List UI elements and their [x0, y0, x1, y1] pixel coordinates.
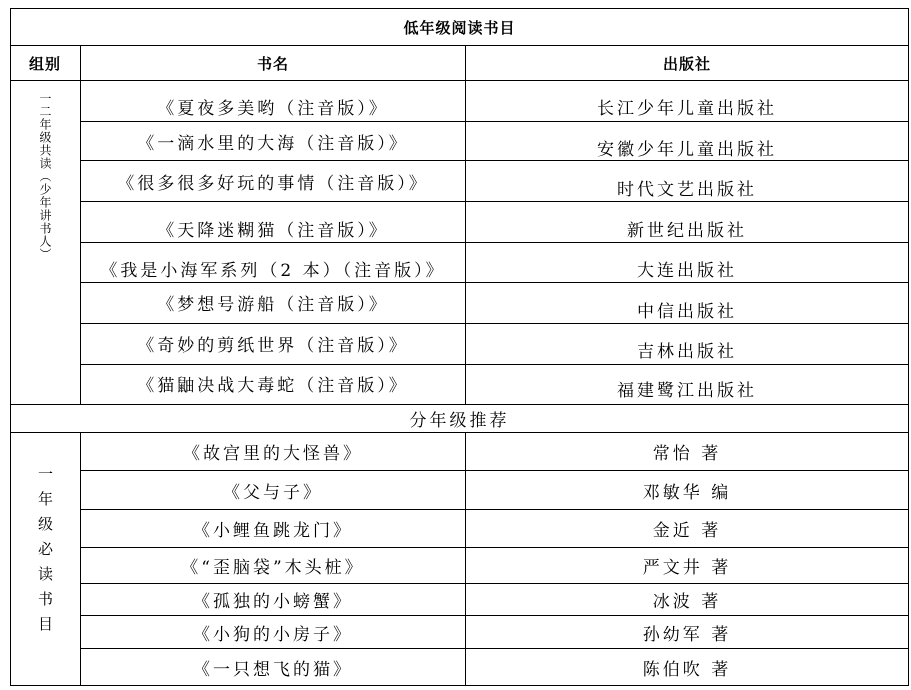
header-publisher: 出版社 [662, 54, 711, 73]
section-title: 分年级推荐 [409, 411, 510, 431]
header-book: 书名 [256, 54, 289, 73]
book-title: 《梦想号游船（注音版）》 [157, 294, 389, 315]
book-title: 《夏夜多美哟（注音版）》 [157, 98, 389, 119]
book-title: 《“歪脑袋”木头桩》 [181, 558, 365, 578]
author: 邓敏华 编 [642, 482, 732, 503]
book-title: 《小鲤鱼跳龙门》 [193, 521, 353, 541]
book-title: 《我是小海军系列（2 本）（注音版）》 [100, 260, 446, 281]
publisher: 福建鹭江出版社 [617, 380, 757, 401]
author: 严文井 著 [642, 558, 732, 578]
author: 常怡 著 [652, 444, 722, 464]
book-title: 《孤独的小螃蟹》 [193, 592, 353, 612]
group-label-grade-1-2: 一二年级共读（少年讲书人） [38, 92, 52, 261]
publisher: 吉林出版社 [637, 341, 737, 362]
table-border-right [908, 8, 909, 686]
header-divider [10, 80, 909, 81]
author: 陈伯吹 著 [642, 659, 732, 680]
publisher: 中信出版社 [637, 301, 737, 322]
author: 孙幼军 著 [642, 624, 732, 645]
table-title: 低年级阅读书目 [403, 18, 516, 37]
book-title: 《小狗的小房子》 [193, 624, 353, 645]
author: 冰波 著 [652, 592, 722, 612]
book-title: 《一只想飞的猫》 [193, 659, 353, 680]
publisher: 大连出版社 [637, 260, 737, 281]
table-border-bottom [10, 685, 909, 686]
group-label-grade-1: 一年级必读书目 [36, 466, 54, 641]
publisher: 长江少年儿童出版社 [597, 98, 777, 119]
book-title: 《奇妙的剪纸世界（注音版）》 [137, 335, 409, 356]
book-title: 《故宫里的大怪兽》 [183, 444, 363, 464]
book-title: 《猫鼬决战大毒蛇（注音版）》 [137, 375, 409, 396]
publisher: 安徽少年儿童出版社 [597, 139, 777, 160]
book-title: 《天降迷糊猫（注音版）》 [157, 220, 389, 241]
publisher: 新世纪出版社 [627, 220, 747, 241]
book-title: 《很多很多好玩的事情（注音版）》 [117, 173, 429, 194]
book-title: 《父与子》 [223, 482, 323, 503]
book-title: 《一滴水里的大海（注音版）》 [137, 133, 409, 154]
header-group: 组别 [28, 54, 61, 73]
publisher: 时代文艺出版社 [617, 179, 757, 200]
author: 金近 著 [652, 521, 722, 541]
table-border-left [10, 8, 11, 686]
